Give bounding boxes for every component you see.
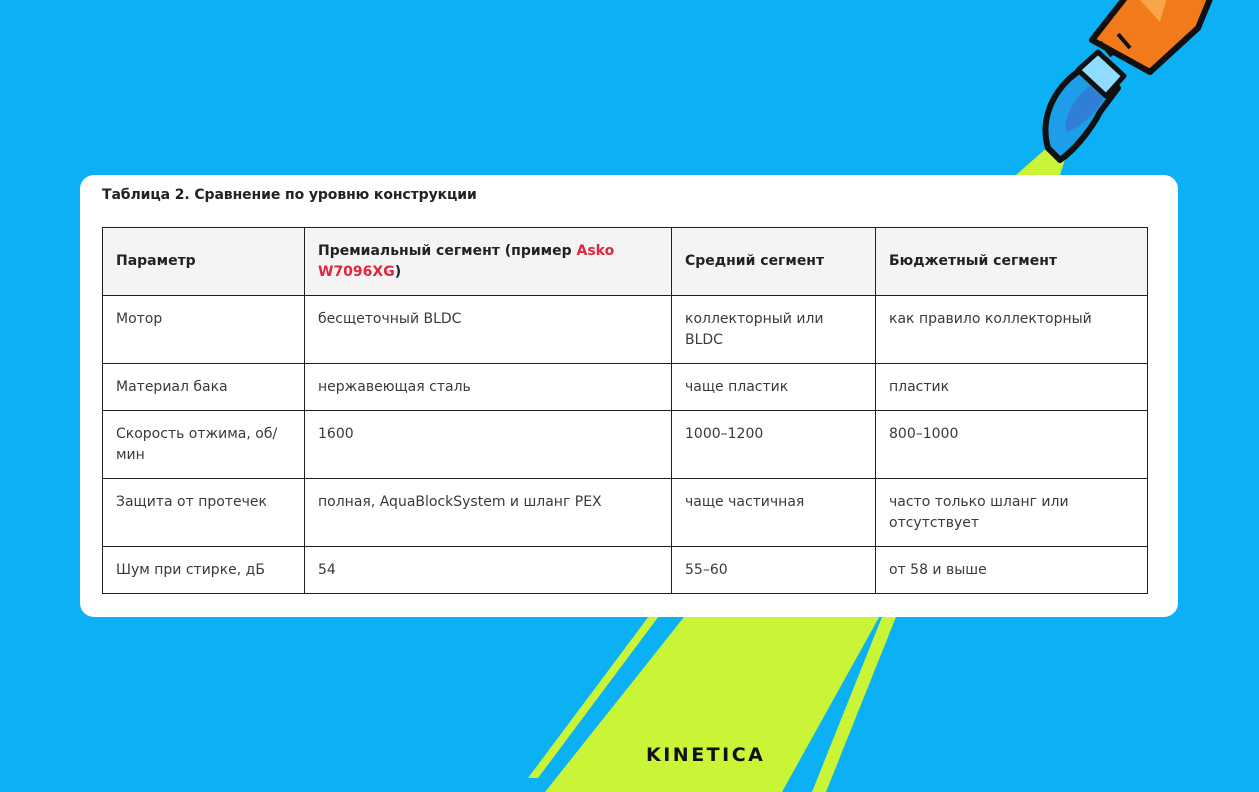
cell-budget: от 58 и выше — [876, 547, 1148, 594]
cell-premium: 1600 — [305, 411, 672, 479]
header-premium — [305, 228, 672, 296]
cell-premium: 54 — [305, 547, 672, 594]
cell-param: Материал бака — [103, 364, 305, 411]
cell-mid: 1000–1200 — [672, 411, 876, 479]
cell-budget: 800–1000 — [876, 411, 1148, 479]
kinetica-logo: KINETICA — [646, 744, 766, 766]
cell-premium: полная, AquaBlockSystem и шланг PEX — [305, 479, 672, 547]
table-row — [103, 411, 1148, 479]
table-row — [103, 296, 1148, 364]
table-card — [80, 175, 1178, 617]
cell-budget: как правило коллекторный — [876, 296, 1148, 364]
cell-premium: нержавеющая сталь — [305, 364, 672, 411]
header-mid: Средний сегмент — [672, 228, 876, 296]
header-param: Параметр — [103, 228, 305, 296]
cell-mid: 55–60 — [672, 547, 876, 594]
table-caption: Таблица 2. Сравнение по уровню конструкции — [102, 187, 477, 203]
rocket-icon — [1045, 0, 1212, 160]
cell-param: Шум при стирке, дБ — [103, 547, 305, 594]
table-row — [103, 547, 1148, 594]
cell-budget: пластик — [876, 364, 1148, 411]
comparison-table — [102, 227, 1148, 594]
table-header-row — [103, 228, 1148, 296]
cell-param: Мотор — [103, 296, 305, 364]
table-row — [103, 364, 1148, 411]
header-budget: Бюджетный сегмент — [876, 228, 1148, 296]
cell-mid: чаще частичная — [672, 479, 876, 547]
asko-model-link[interactable]: Asko W7096XG — [318, 242, 615, 280]
table-row — [103, 479, 1148, 547]
cell-param: Скорость отжима, об/мин — [103, 411, 305, 479]
cell-premium: бесщеточный BLDC — [305, 296, 672, 364]
cell-param: Защита от протечек — [103, 479, 305, 547]
header-premium-suffix: ) — [394, 263, 402, 280]
header-premium-prefix: Премиальный сегмент (пример — [318, 242, 577, 259]
cell-budget: часто только шланг или отсутствует — [876, 479, 1148, 547]
cell-mid: чаще пластик — [672, 364, 876, 411]
cell-mid: коллекторный или BLDC — [672, 296, 876, 364]
